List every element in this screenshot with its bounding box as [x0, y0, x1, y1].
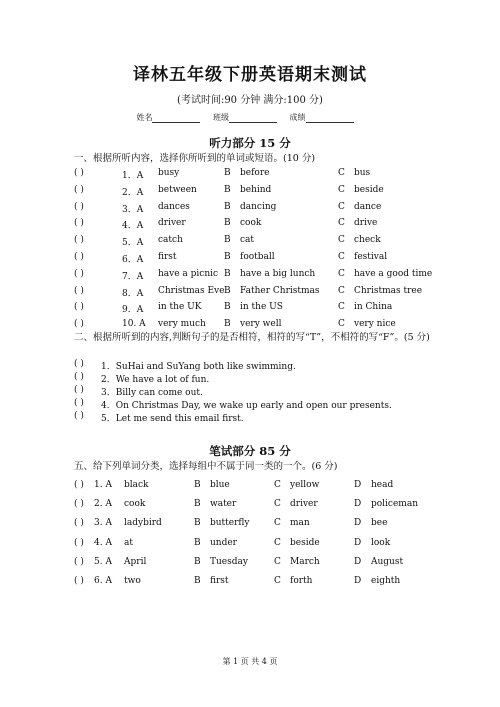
option-c-label: C — [338, 218, 345, 228]
option-b: dancing — [240, 202, 277, 212]
option-c-label: C — [338, 185, 345, 195]
option-a: cook — [124, 499, 146, 509]
option-b: Father Christmas — [240, 286, 320, 296]
option-c: driver — [290, 499, 318, 509]
option-d: August — [371, 557, 404, 567]
option-c-label: C — [338, 286, 345, 296]
option-a: April — [124, 557, 147, 567]
question-number: 1．A — [122, 171, 144, 181]
answer-blank[interactable]: ( ) — [74, 185, 84, 195]
option-b: blue — [210, 480, 230, 490]
option-b-label: B — [224, 235, 231, 245]
option-b: butterfly — [210, 518, 250, 528]
option-a: dances — [158, 202, 190, 212]
option-c-label: C — [338, 168, 345, 178]
written-section-title: 笔试部分 85 分 — [209, 444, 291, 458]
option-b: in the US — [240, 302, 283, 312]
option-a: driver — [158, 218, 186, 228]
option-c: have a good time — [354, 269, 433, 279]
answer-blank[interactable]: ( ) — [74, 557, 84, 567]
score-label: 成绩 — [289, 113, 306, 122]
option-a: very much — [158, 319, 206, 329]
option-b-label: B — [224, 302, 231, 312]
option-b: Tuesday — [210, 557, 248, 567]
option-a: in the UK — [158, 302, 202, 312]
option-a: have a picnic — [158, 269, 219, 279]
score-blank[interactable] — [306, 114, 354, 123]
option-a: at — [124, 538, 133, 548]
option-b-label: B — [224, 185, 231, 195]
answer-blank[interactable]: ( ) — [74, 576, 84, 586]
answer-blank[interactable]: ( ) — [74, 319, 84, 329]
answer-blank[interactable]: ( ) — [74, 518, 84, 528]
option-d: look — [371, 538, 391, 548]
option-a: first — [158, 252, 177, 262]
option-d-label: D — [354, 499, 362, 509]
option-c-label: C — [338, 252, 345, 262]
exam-subtitle: (考试时间:90 分钟 满分:100 分) — [177, 95, 323, 106]
statement-text: 5．Let me send this email first. — [101, 414, 244, 424]
option-c: beside — [290, 538, 320, 548]
question-number: 1. A — [94, 480, 112, 490]
option-d-label: D — [354, 538, 362, 548]
question-number: 3. A — [94, 518, 112, 528]
option-a: two — [124, 576, 141, 586]
class-label: 班级 — [213, 113, 229, 122]
question-number: 9．A — [122, 305, 144, 315]
answer-blank[interactable]: ( ) — [74, 372, 84, 382]
question-number: 10. A — [122, 319, 146, 329]
option-c-label: C — [274, 518, 281, 528]
option-c: dance — [354, 202, 382, 212]
question-number: 4. A — [94, 538, 112, 548]
option-c-label: C — [274, 499, 281, 509]
statement-text: 3．Billy can come out. — [101, 388, 203, 398]
name-label: 姓名 — [136, 113, 153, 122]
option-c-label: C — [338, 302, 345, 312]
question-number: 7．A — [122, 272, 144, 282]
answer-blank[interactable]: ( ) — [74, 302, 84, 312]
answer-blank[interactable]: ( ) — [74, 359, 84, 369]
option-c: festival — [354, 252, 388, 262]
option-c-label: C — [274, 538, 281, 548]
option-b: behind — [240, 185, 272, 195]
answer-blank[interactable]: ( ) — [74, 269, 84, 279]
question-number: 5．A — [122, 238, 144, 248]
option-b-label: B — [224, 286, 231, 296]
part2-instruction: 二、根据所听到的内容,判断句子的是否相符，相符的写“T”，不相符的写“F”。(5 分) — [74, 332, 430, 343]
option-b: under — [210, 538, 237, 548]
page-footer: 第 1 页 共 4 页 — [222, 657, 278, 666]
question-number: 5. A — [94, 557, 112, 567]
option-b-label: B — [194, 480, 201, 490]
statement-text: 4．On Christmas Day, we wake up early and open our presents. — [101, 401, 392, 411]
part1-instruction: 一、根据所听内容，选择你所听到的单词或短语。(10 分) — [74, 153, 316, 164]
option-c-label: C — [274, 557, 281, 567]
option-c: in China — [354, 302, 393, 312]
option-b: football — [240, 252, 275, 262]
option-c: Christmas tree — [354, 286, 423, 296]
option-b-label: B — [194, 499, 201, 509]
option-c-label: C — [274, 576, 281, 586]
option-a: catch — [158, 235, 183, 245]
answer-blank[interactable]: ( ) — [74, 538, 84, 548]
option-b-label: B — [224, 319, 231, 329]
option-b: cook — [240, 218, 262, 228]
option-a: Christmas Eve — [158, 286, 225, 296]
answer-blank[interactable]: ( ) — [74, 480, 84, 490]
option-d: bee — [371, 518, 388, 528]
option-b-label: B — [194, 518, 201, 528]
option-b-label: B — [224, 252, 231, 262]
option-a: ladybird — [124, 518, 162, 528]
question-number: 4．A — [122, 221, 144, 231]
question-number: 8．A — [122, 289, 144, 299]
answer-blank[interactable]: ( ) — [74, 411, 84, 421]
option-c-label: C — [338, 269, 345, 279]
answer-blank[interactable]: ( ) — [74, 168, 84, 178]
option-a: between — [158, 185, 197, 195]
listening-section-title: 听力部分 15 分 — [209, 136, 291, 150]
option-d-label: D — [354, 557, 362, 567]
question-number: 2. A — [94, 499, 112, 509]
question-number: 6. A — [94, 576, 112, 586]
answer-blank[interactable]: ( ) — [74, 499, 84, 509]
statement-text: 2．We have a lot of fun. — [101, 375, 210, 385]
answer-blank[interactable]: ( ) — [74, 398, 84, 408]
question-number: 6．A — [122, 255, 144, 265]
answer-blank[interactable]: ( ) — [74, 286, 84, 296]
option-c: yellow — [290, 480, 320, 490]
answer-blank[interactable]: ( ) — [74, 252, 84, 262]
student-info-fields — [0, 112, 500, 123]
option-c: forth — [290, 576, 313, 586]
part5-instruction: 五、给下列单词分类，选择每组中不属于同一类的一个。(6 分) — [74, 461, 338, 472]
option-b-label: B — [224, 202, 231, 212]
option-b-label: B — [224, 218, 231, 228]
option-d-label: D — [354, 480, 362, 490]
option-c-label: C — [338, 202, 345, 212]
option-b-label: B — [194, 538, 201, 548]
option-d-label: D — [354, 576, 362, 586]
option-b-label: B — [194, 576, 201, 586]
option-b-label: B — [194, 557, 201, 567]
answer-blank[interactable]: ( ) — [74, 202, 84, 212]
option-d: head — [371, 480, 394, 490]
exam-title: 译林五年级下册英语期末测试 — [133, 65, 367, 85]
option-c-label: C — [338, 319, 345, 329]
option-a: busy — [158, 168, 180, 178]
answer-blank[interactable]: ( ) — [74, 235, 84, 245]
option-b: first — [210, 576, 229, 586]
answer-blank[interactable]: ( ) — [74, 218, 84, 228]
option-c: very nice — [354, 319, 396, 329]
option-d: policeman — [371, 499, 418, 509]
option-a: black — [124, 480, 149, 490]
option-b-label: B — [224, 269, 231, 279]
option-b: water — [210, 499, 237, 509]
option-c-label: C — [274, 480, 281, 490]
question-number: 3．A — [122, 205, 144, 215]
option-c: drive — [354, 218, 378, 228]
option-c: man — [290, 518, 310, 528]
option-c: March — [290, 557, 320, 567]
statement-text: 1．SuHai and SuYang both like swimming. — [101, 362, 296, 372]
option-b: before — [240, 168, 270, 178]
option-c: check — [354, 235, 381, 245]
option-d: eighth — [371, 576, 401, 586]
option-d-label: D — [354, 518, 362, 528]
option-b-label: B — [224, 168, 231, 178]
option-b: very well — [240, 319, 282, 329]
name-blank[interactable] — [152, 114, 200, 123]
option-b: have a big lunch — [240, 269, 316, 279]
question-number: 2．A — [122, 188, 144, 198]
answer-blank[interactable]: ( ) — [74, 385, 84, 395]
option-c-label: C — [338, 235, 345, 245]
option-b: cat — [240, 235, 255, 245]
class-blank[interactable] — [229, 114, 277, 123]
option-c: bus — [354, 168, 371, 178]
option-c: beside — [354, 185, 384, 195]
